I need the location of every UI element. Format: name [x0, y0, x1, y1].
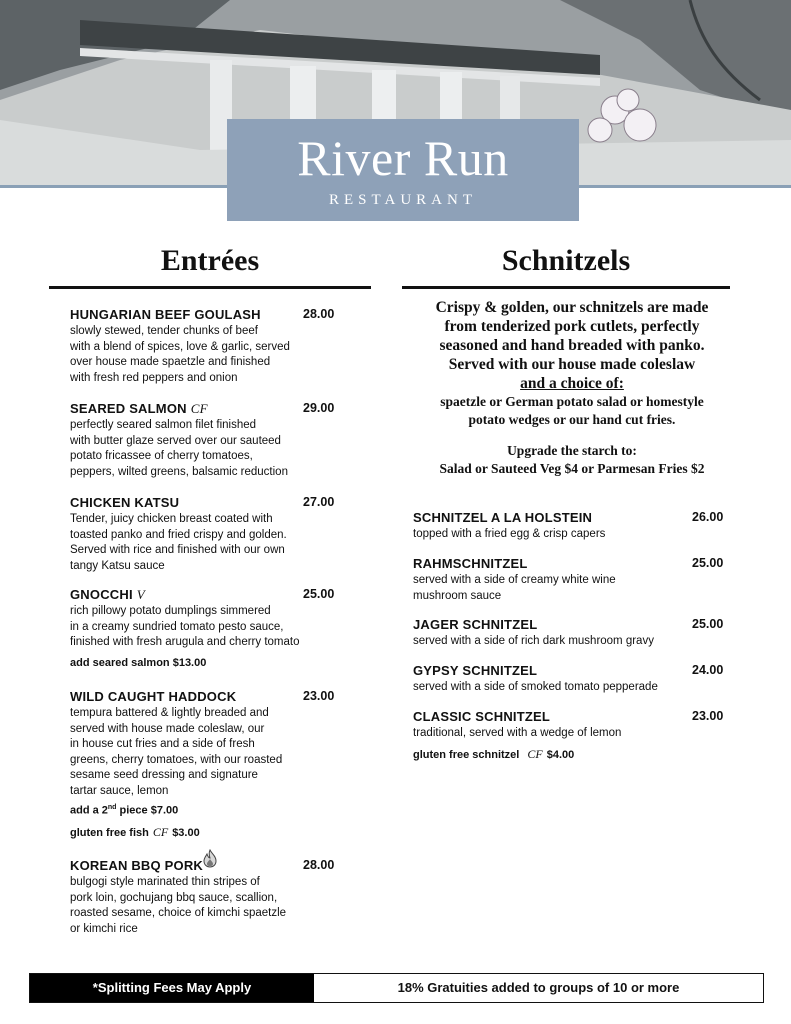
- item-diet-tag: V: [136, 587, 145, 602]
- item-description: perfectly seared salmon filet finished with butter glaze served over our sauteed potato fricassee of cherry tomatoes, peppers, wilted greens, balsamic reduction: [70, 419, 288, 478]
- restaurant-subtitle: RESTAURANT: [329, 192, 477, 208]
- upgrade-heading: Upgrade the starch to:: [507, 443, 637, 458]
- item-description: slowly stewed, tender chunks of beef with a blend of spices, love & garlic, served over house made spaetzle and finished with fresh red peppers and onion: [70, 325, 290, 384]
- item-price: 25.00: [303, 587, 335, 601]
- item-price: 24.00: [692, 663, 724, 677]
- item-description: served with a side of rich dark mushroom gravy: [413, 635, 654, 647]
- item-description: Tender, juicy chicken breast coated with toasted panko and fried crispy and golden. Served with rice and finished with our own tangy Katsu sauce: [70, 513, 287, 572]
- item-price: 28.00: [303, 307, 335, 321]
- item-price: 26.00: [692, 510, 724, 524]
- addon-gluten-free-schnitzel: gluten free schnitzel CF $4.00: [413, 747, 575, 761]
- item-price: 28.00: [303, 858, 335, 872]
- item-description: topped with a fried egg & crisp capers: [413, 528, 606, 540]
- restaurant-name: River Run: [297, 130, 509, 186]
- item-name: RAHMSCHNITZEL: [413, 556, 528, 571]
- addon-seared-salmon: add seared salmon $13.00: [70, 657, 207, 669]
- item-name: WILD CAUGHT HADDOCK: [70, 689, 237, 704]
- entrees-title: Entrées: [160, 244, 260, 277]
- item-name: SCHNITZEL A LA HOLSTEIN: [413, 510, 593, 525]
- item-name: HUNGARIAN BEEF GOULASH: [70, 307, 261, 322]
- item-description: tempura battered & lightly breaded and served with house made coleslaw, our in house cut fries and a side of fresh greens, cherry tomatoes, with our roasted sesame seed dressing and signature tartar sauce, lemon: [70, 707, 283, 797]
- item-price: 25.00: [692, 617, 724, 631]
- item-name: CHICKEN KATSU: [70, 495, 180, 510]
- entrees-title-rule: [49, 286, 371, 289]
- flame-icon: [203, 849, 217, 868]
- item-diet-tag: CF: [190, 401, 208, 416]
- intro-line: from tenderized pork cutlets, perfectly: [444, 318, 700, 335]
- schnitzels-intro: [402, 298, 742, 478]
- intro-line: seasoned and hand breaded with panko.: [439, 337, 705, 354]
- choice-line: potato wedges or our hand cut fries.: [468, 412, 676, 427]
- item-price: 29.00: [303, 401, 335, 415]
- item-description: served with a side of creamy white wine mushroom sauce: [413, 574, 616, 602]
- upgrade-options: Salad or Sauteed Veg $4 or Parmesan Fries $2: [439, 461, 705, 476]
- item-name: SEARED SALMON CF: [70, 401, 208, 416]
- item-description: served with a side of smoked tomato pepperade: [413, 681, 658, 693]
- item-price: 25.00: [692, 556, 724, 570]
- item-name: CLASSIC SCHNITZEL: [413, 709, 551, 724]
- item-price: 23.00: [692, 709, 724, 723]
- splitting-fees-note: *Splitting Fees May Apply: [30, 974, 314, 1002]
- choice-heading: and a choice of:: [520, 375, 624, 392]
- item-name: KOREAN BBQ PORK: [70, 858, 204, 873]
- item-name: GNOCCHI V: [70, 587, 145, 602]
- schnitzels-title-rule: [402, 286, 730, 289]
- item-description: rich pillowy potato dumplings simmered in a creamy sundried tomato pesto sauce, finished with fresh arugula and cherry tomato: [70, 605, 300, 649]
- item-description: traditional, served with a wedge of lemon: [413, 727, 622, 739]
- addon-gluten-free-fish: gluten free fish CF $3.00: [70, 825, 200, 839]
- schnitzels-title: Schnitzels: [501, 244, 631, 277]
- item-price: 27.00: [303, 495, 335, 509]
- item-price: 23.00: [303, 689, 335, 703]
- footer-bar: [29, 973, 764, 1003]
- intro-line: Crispy & golden, our schnitzels are made: [435, 299, 709, 316]
- item-name: JAGER SCHNITZEL: [413, 617, 538, 632]
- logo-box: [227, 119, 579, 221]
- item-name: GYPSY SCHNITZEL: [413, 663, 538, 678]
- intro-line: Served with our house made coleslaw: [448, 356, 696, 373]
- choice-line: spaetzle or German potato salad or homestyle: [440, 394, 704, 409]
- addon-second-piece: add a 2nd piece $7.00: [70, 804, 179, 817]
- gratuity-note: 18% Gratuities added to groups of 10 or more: [397, 980, 680, 995]
- item-description: bulgogi style marinated thin stripes of pork loin, gochujang bbq sauce, scallion, roasted sesame, choice of kimchi spaetzle or kimchi rice: [70, 876, 287, 935]
